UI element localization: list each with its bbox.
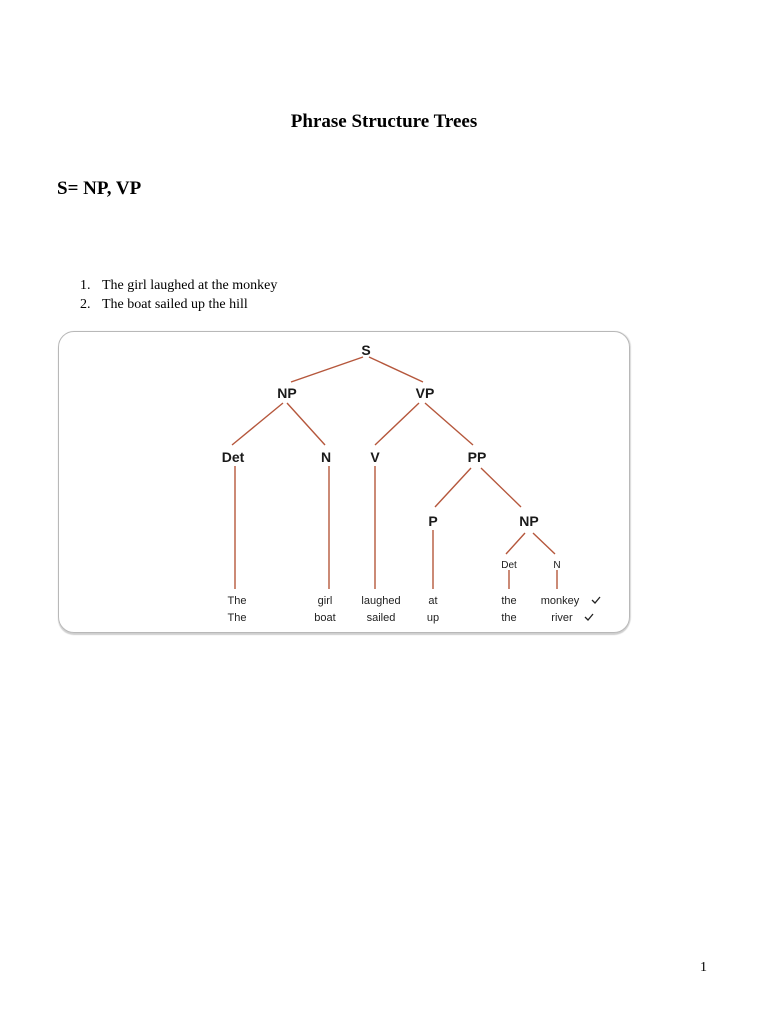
node-np: NP: [277, 385, 297, 401]
edge-np2-n2: [533, 533, 555, 554]
list-number: 2.: [80, 297, 91, 312]
edge-vp-pp: [425, 403, 473, 445]
word-row1-n2: monkey: [540, 595, 580, 607]
node-v: V: [370, 449, 380, 465]
node-pp: PP: [467, 449, 487, 465]
node-det: Det: [221, 449, 245, 465]
example-list: [80, 276, 277, 314]
word-row1-n: girl: [317, 595, 333, 607]
list-item: [80, 276, 277, 295]
node-s: S: [361, 342, 371, 358]
word-row1-det: The: [227, 595, 247, 607]
edge-np2-det2: [506, 533, 525, 554]
edge-np-n: [287, 403, 325, 445]
list-number: 1.: [80, 278, 91, 293]
node-det2: Det: [501, 560, 517, 571]
node-vp: VP: [415, 385, 435, 401]
formula-heading: S= NP, VP: [57, 178, 142, 199]
edge-pp-p: [435, 468, 471, 507]
word-row1-det2: the: [501, 595, 517, 607]
page-number: 1: [700, 960, 707, 975]
list-text: The girl laughed at the monkey: [102, 278, 278, 293]
edge-np-det: [232, 403, 283, 445]
word-row2-det: The: [227, 612, 247, 624]
check-icon: [585, 614, 593, 620]
word-row2-v: sailed: [366, 612, 396, 624]
word-row2-n: boat: [314, 612, 336, 624]
word-row2-p: up: [426, 612, 440, 624]
list-text: The boat sailed up the hill: [102, 297, 248, 312]
node-n2: N: [553, 560, 561, 571]
check-icon: [592, 597, 600, 603]
page-title: Phrase Structure Trees: [290, 111, 478, 132]
edge-s-vp: [369, 357, 423, 382]
word-row1-v: laughed: [361, 595, 401, 607]
tree-figure: [58, 331, 630, 633]
word-row2-det2: the: [501, 612, 517, 624]
node-p: P: [428, 513, 438, 529]
word-row1-p: at: [428, 595, 438, 607]
word-row2-n2: river: [551, 612, 573, 624]
list-item: [80, 295, 277, 314]
edge-pp-np2: [481, 468, 521, 507]
node-n: N: [320, 449, 332, 465]
edge-vp-v: [375, 403, 419, 445]
edge-s-np: [291, 357, 363, 382]
node-np2: NP: [519, 513, 539, 529]
tree-diagram: [59, 332, 631, 634]
